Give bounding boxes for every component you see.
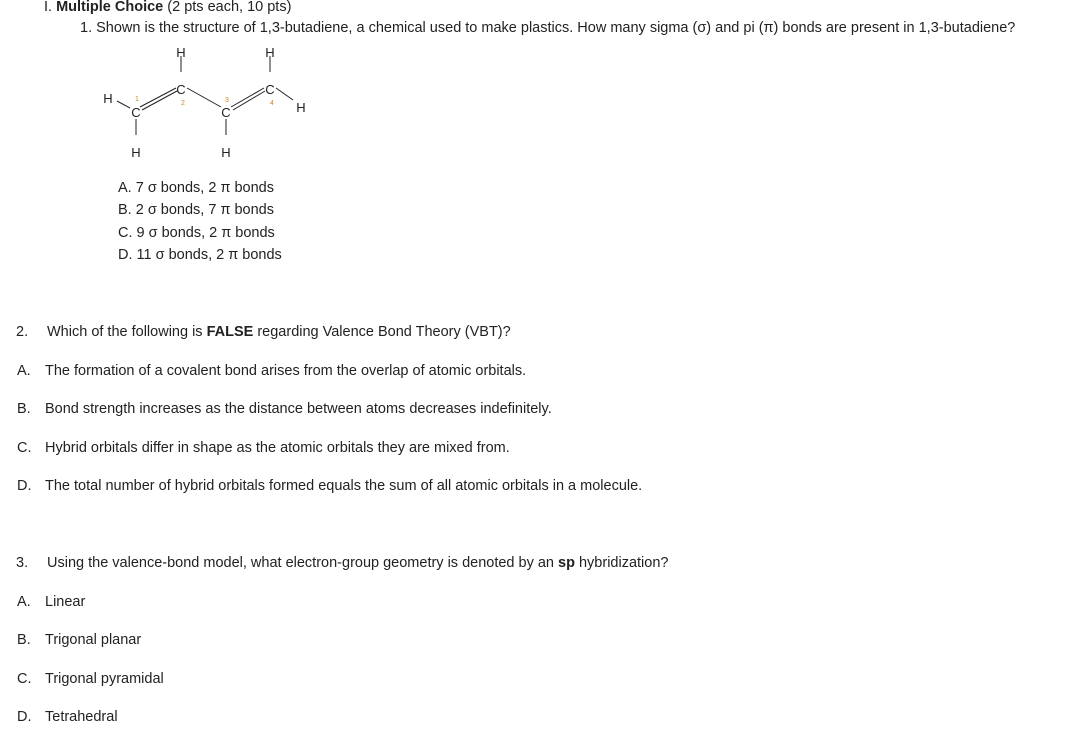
q3-option[interactable]: Linear [45,594,86,610]
atom-c3: C [221,105,231,120]
q2-number: 2. [16,324,29,340]
q3-prompt-start: Using the valence-bond model, what electron-group geometry is denoted by an [47,555,559,571]
bond-c1-c2-a [140,88,176,107]
q2-option[interactable]: Hybrid orbitals differ in shape as the atomic orbitals they are mixed from. [45,440,510,456]
q2-option-letter: A. [17,363,31,379]
carbon-number: 3 [225,97,229,104]
q3-number: 3. [16,555,29,571]
carbon-number: 4 [270,100,274,107]
q2-option-letter: B. [17,401,31,417]
q1-option[interactable]: B. 2 σ bonds, 7 π bonds [118,202,274,218]
q2-prompt [47,324,511,340]
bond-c2-c3 [187,88,221,107]
q2-option-letter: D. [17,478,32,494]
q2-option-letter: C. [17,440,32,456]
q3-option-letter: A. [17,594,31,610]
bond-c1-c2-b [142,91,177,110]
q1-number: 1. [80,20,93,36]
section-points: (2 pts each, 10 pts) [167,0,292,15]
carbon-number: 2 [181,100,185,107]
q2-prompt-start: Which of the following is [47,324,207,340]
bond-c4-h-right [276,88,293,100]
q3-prompt-emphasis: sp [558,555,575,571]
q2-option[interactable]: The total number of hybrid orbitals formed equals the sum of all atomic orbitals in a molecule. [45,478,643,494]
q1-text: Shown is the structure of 1,3-butadiene, a chemical used to make plastics. How many sigma (σ) and pi (π) bonds are present in 1,3-butadiene? [96,20,1016,36]
bond-c3-c4-a [231,88,264,107]
q2-prompt-emphasis: FALSE [206,324,254,340]
q3-option[interactable]: Trigonal pyramidal [45,671,164,687]
atom-c4: C [265,82,275,97]
section-header [44,0,291,15]
q3-option[interactable]: Trigonal planar [45,632,142,648]
atom-h: H [176,45,186,60]
atom-h: H [221,145,231,160]
atom-h: H [265,45,275,60]
atom-h: H [296,100,306,115]
bond-c3-c4-b [233,91,265,110]
section-numeral: I. [44,0,53,15]
butadiene-structure [92,40,314,166]
q3-option[interactable]: Tetrahedral [45,709,118,725]
q2-prompt-end: regarding Valence Bond Theory (VBT)? [253,324,511,340]
q1-option[interactable]: A. 7 σ bonds, 2 π bonds [118,180,274,196]
carbon-number: 1 [135,96,139,103]
atom-h: H [131,145,141,160]
atom-c2: C [176,82,186,97]
bond-h-c1 [117,101,130,108]
atom-c1: C [131,105,141,120]
q1-option[interactable]: C. 9 σ bonds, 2 π bonds [118,225,275,241]
q1-prompt [80,20,1015,36]
q1-option[interactable]: D. 11 σ bonds, 2 π bonds [118,247,282,263]
q3-prompt-end: hybridization? [574,555,669,571]
q3-option-letter: B. [17,632,31,648]
q2-option[interactable]: The formation of a covalent bond arises from the overlap of atomic orbitals. [45,363,527,379]
q3-prompt [47,555,668,571]
q3-option-letter: C. [17,671,32,687]
q2-option[interactable]: Bond strength increases as the distance between atoms decreases indefinitely. [45,401,552,417]
atom-h: H [103,91,113,106]
section-title: Multiple Choice [56,0,164,15]
q3-option-letter: D. [17,709,32,725]
